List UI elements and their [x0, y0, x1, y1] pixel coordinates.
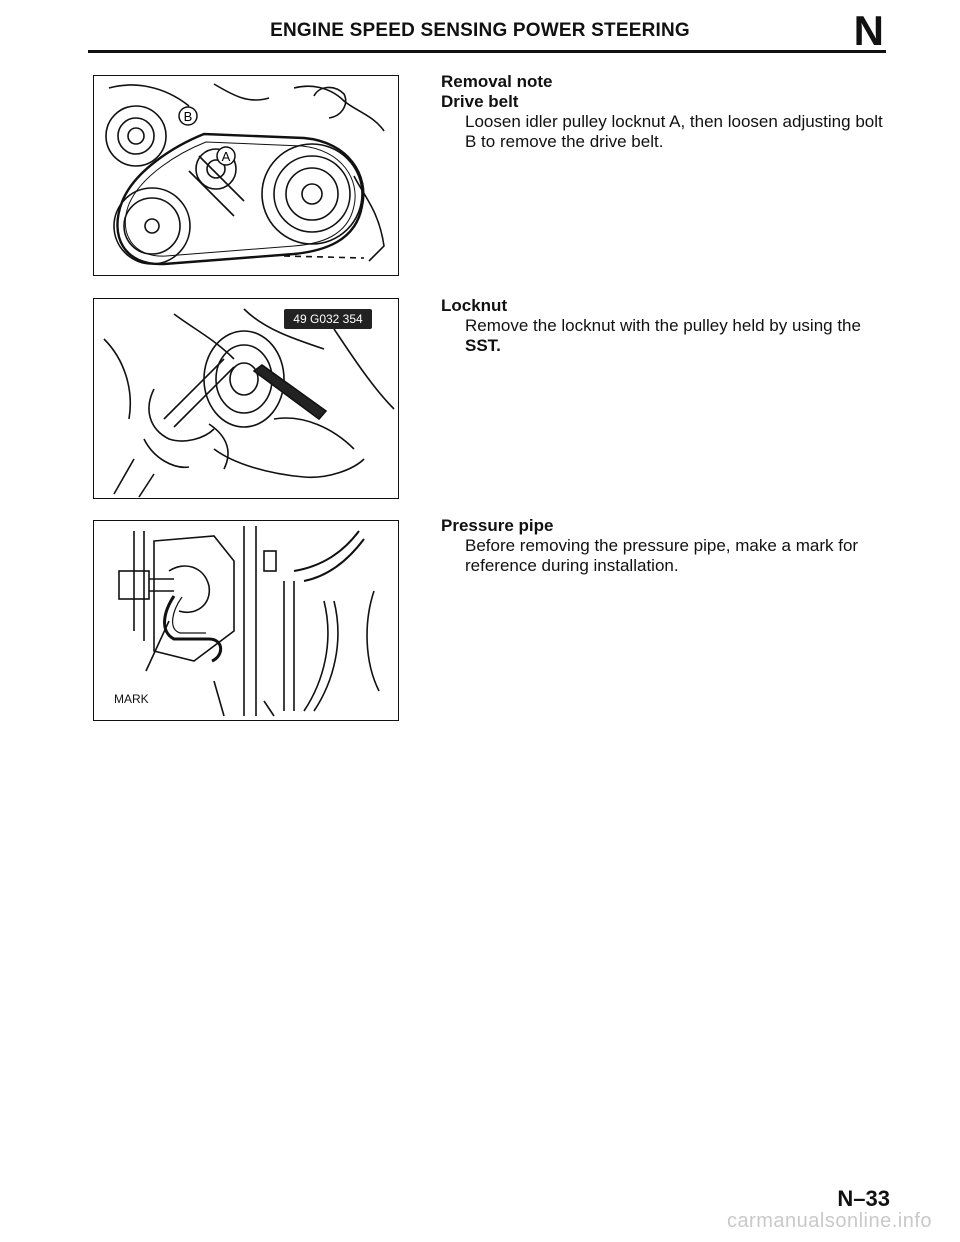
section-letter: N [853, 7, 884, 54]
drive-belt-illustration [94, 76, 398, 275]
label-b: B [183, 109, 193, 124]
label-a: A [221, 149, 231, 164]
page-title: ENGINE SPEED SENSING POWER STEERING [270, 20, 690, 41]
pressure-pipe-instructions: Before removing the pressure pipe, make a mark for reference during installation. [465, 536, 859, 575]
locknut-instructions [441, 316, 891, 356]
header-rule [88, 50, 886, 53]
figure-drive-belt [93, 75, 399, 276]
heading-pressure-pipe: Pressure pipe [441, 516, 554, 535]
section-drive-belt [441, 72, 891, 152]
mark-label: MARK [114, 692, 149, 706]
section-pressure-pipe [441, 516, 891, 576]
heading-locknut: Locknut [441, 296, 508, 315]
sst-text: SST. [465, 336, 501, 355]
locknut-text: Remove the locknut with the pulley held by using the [465, 316, 861, 335]
drive-belt-instructions: Loosen idler pulley locknut A, then loosen adjusting bolt B to remove the drive belt. [465, 112, 883, 151]
figure-locknut [93, 298, 399, 499]
section-locknut [441, 296, 891, 356]
heading-removal-note: Removal note [441, 72, 553, 91]
watermark: carmanualsonline.info [726, 1210, 932, 1232]
pressure-pipe-illustration [94, 521, 398, 720]
page-number: N–33 [837, 1186, 890, 1211]
heading-drive-belt: Drive belt [441, 92, 519, 111]
sst-tag: 49 G032 354 [284, 309, 372, 329]
figure-pressure-pipe [93, 520, 399, 721]
